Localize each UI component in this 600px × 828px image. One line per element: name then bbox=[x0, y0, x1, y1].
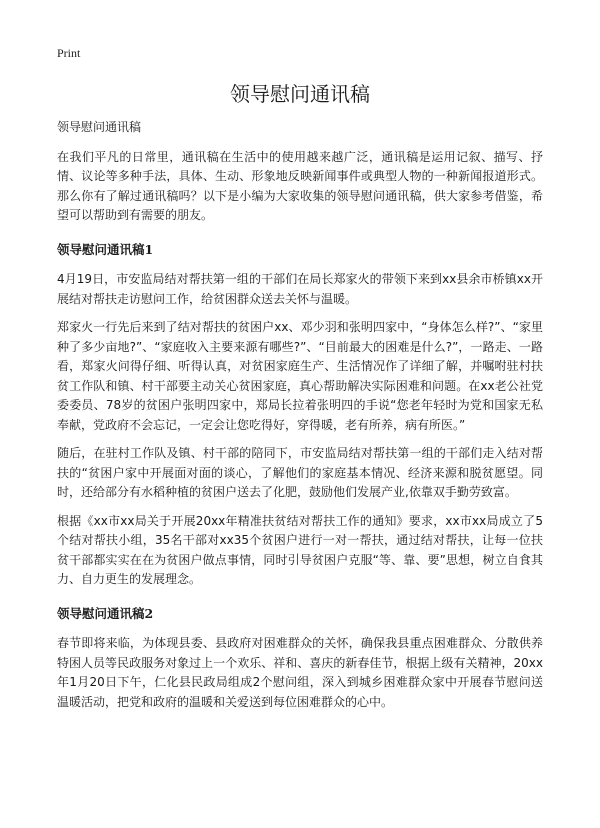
section-1-paragraph-3: 随后，在驻村工作队及镇、村干部的陪同下，市安监局结对帮扶第一组的干部们走入结对帮扶的“贫困户家中开展面对面的谈心，了解他们的家庭基本情况、经济来源和脱贫愿望。同时，还给部分有水稻种植的贫困户送去了化肥，鼓励他们发展产业,依靠双手勤劳致富。 bbox=[57, 446, 543, 499]
section-2-paragraph-1: 春节即将来临，为体现县委、县政府对困难群众的关怀，确保我县重点困难群众、分散供养特困人员等民政服务对象过上一个欢乐、祥和、喜庆的新春佳节，根据上级有关精神，20xx年1月20日下午，仁化县民政局组成2个慰问组，深入到城乡困难群众家中开展春节慰问送温暖活动，把党和政府的温暖和关爱送到每位困难群众的心中。 bbox=[57, 636, 543, 709]
article-body bbox=[57, 118, 543, 721]
print-link[interactable]: Print bbox=[57, 46, 81, 60]
section-1-paragraph-1: 4月19日，市安监局结对帮扶第一组的干部们在局长郑家火的带领下来到xx县余市桥镇xx开展结对帮扶走访慰问工作，给贫困群众送去关怀与温暖。 bbox=[57, 272, 543, 306]
section-heading-1: 领导慰问通讯稿1 bbox=[57, 241, 154, 257]
section-1-paragraph-4: 根据《xx市xx局关于开展20xx年精准扶贫结对帮扶工作的通知》要求，xx市xx局成立了5个结对帮扶小组，35名干部对xx35个贫困户进行一对一帮扶，通过结对帮扶，让每一位扶贫干部都实实在在为贫困户做点事情，同时引导贫困户克服“等、靠、要”思想，树立自食其力、自力更生的发展理念。 bbox=[57, 513, 543, 586]
section-heading-2: 领导慰问通讯稿2 bbox=[57, 605, 154, 621]
page-title: 领导慰问通讯稿 bbox=[230, 82, 370, 106]
section-1-paragraph-2: 郑家火一行先后来到了结对帮扶的贫困户xx、邓少羽和张明四家中，“身体怎么样?”、“家里种了多少亩地?”、“家庭收入主要来源有哪些?”、“目前最大的困难是什么?”，一路走、一路看，郑家火问得仔细、听得认真，对贫困家庭生产、生活情况作了详细了解，并嘱咐驻村扶贫工作队和镇、村干部要主动关心贫困家庭，真心帮助解决实际困难和问题。在xx老公社党委委员、78岁的贫困户张明四家中，郑局长拉着张明四的手说“您老年轻时为党和国家无私奉献，党政府不会忘记，一定会让您吃得好，穿得暖，老有所养，病有所医。” bbox=[57, 320, 543, 432]
intro-paragraph: 在我们平凡的日常里，通讯稿在生活中的使用越来越广泛，通讯稿是运用记叙、描写、抒情、议论等多种手法，具体、生动、形象地反映新闻事件或典型人物的一种新闻报道形式。那么你有了解过通讯稿吗？以下是小编为大家收集的领导慰问通讯稿，供大家参考借鉴，希望可以帮助到有需要的朋友。 bbox=[57, 149, 543, 222]
article-subtitle: 领导慰问通讯稿 bbox=[57, 120, 142, 134]
